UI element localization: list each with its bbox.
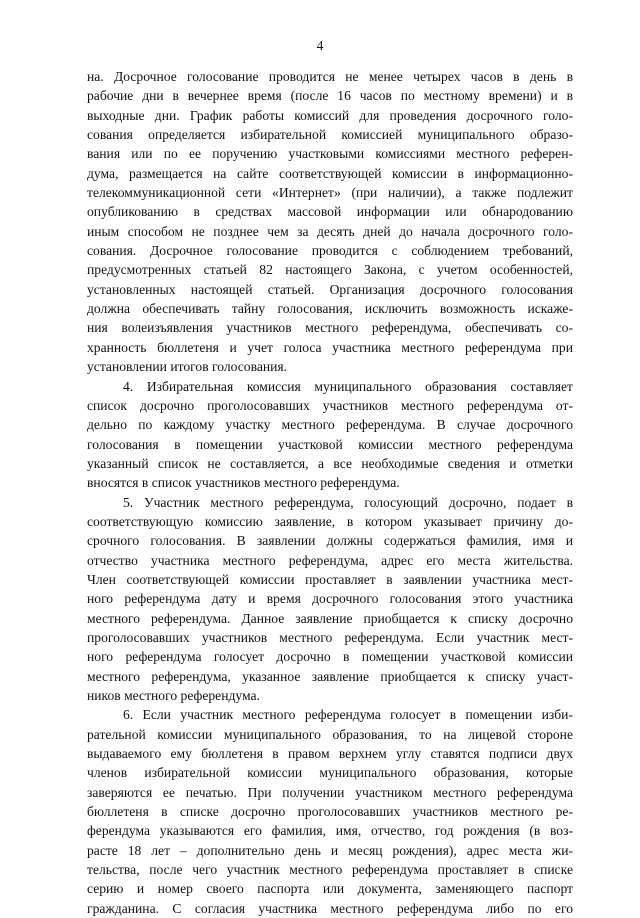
text-line: список досрочно проголосовавших участников местного референдума от- xyxy=(87,397,573,413)
page-number: 4 xyxy=(316,38,324,53)
text-line: рабочие дни в вечернее время (после 16 часов по местному времени) и в xyxy=(87,88,573,104)
text-line: срочного голосования. В заявлении должны содержаться фамилия, имя и xyxy=(87,533,573,549)
text-line: рательной комиссии муниципального образования, то на лицевой стороне xyxy=(87,726,573,742)
text-line: сования. Досрочное голосование проводится с соблюдением требований, xyxy=(87,243,573,259)
text-line: дельно по каждому участку местного референдума. В случае досрочного xyxy=(87,417,573,433)
text-line: заверяются ее печатью. При получении участником местного референдума xyxy=(87,784,573,800)
text-line: серию и номер своего паспорта или документа, заменяющего паспорт xyxy=(87,881,573,897)
paragraph xyxy=(87,705,573,918)
text-line: ного референдума дату и время досрочного голосования этого участника xyxy=(87,591,573,607)
text-line: ния волеизъявления участников местного референдума, обеспечивать со- xyxy=(87,320,573,336)
text-line: отчество участника местного референдума, адрес его места жительства. xyxy=(87,552,573,568)
document-body xyxy=(87,67,573,918)
text-line: выходные дни. График работы комиссий для проведения досрочного голо- xyxy=(87,107,573,123)
text-line: бюллетеня в списке досрочно проголосовавших участников местного ре- xyxy=(87,804,573,820)
text-line: 6. Если участник местного референдума голосует в помещении изби- xyxy=(123,707,573,723)
text-line: членов избирательной комиссии муниципального образования, которые xyxy=(87,765,573,781)
text-line: должна обеспечивать тайну голосования, исключить возможность искаже- xyxy=(87,301,573,317)
text-line: вносятся в список участников местного референдума. xyxy=(87,475,400,491)
text-line: ферендума указываются его фамилия, имя, отчество, год рождения (в воз- xyxy=(87,823,573,839)
text-line: местного референдума. Данное заявление приобщается к списку досрочно xyxy=(87,610,573,626)
text-line: гражданина. С согласия участника местного референдума либо по его xyxy=(87,900,573,916)
text-line: сования определяется избирательной комиссией муниципального образо- xyxy=(87,127,573,143)
text-line: 5. Участник местного референдума, голосующий досрочно, подает в xyxy=(123,494,573,510)
text-line: местного референдума, указанное заявление приобщается к списку участ- xyxy=(87,668,573,684)
text-line: предусмотренных статьей 82 настоящего Закона, с учетом особенностей, xyxy=(87,262,573,278)
text-line: 4. Избирательная комиссия муниципального образования составляет xyxy=(123,378,573,394)
text-line: вания или по ее поручению участковыми комиссиями местного референ- xyxy=(87,146,573,162)
text-line: соответствующую комиссию заявление, в котором указывает причину до- xyxy=(87,513,573,529)
text-line: установленных настоящей статьей. Организация досрочного голосования xyxy=(87,281,573,297)
text-line: опубликованию в средствах массовой информации или обнародованию xyxy=(87,204,573,220)
text-line: на. Досрочное голосование проводится не менее четырех часов в день в xyxy=(87,69,573,84)
text-line: иным способом не позднее чем за десять дней до начала досрочного голо- xyxy=(87,223,573,239)
text-line: расте 18 лет – дополнительно день и месяц рождения), адрес места жи- xyxy=(87,842,573,858)
text-line: дума, размещается на сайте соответствующей комиссии в информационно- xyxy=(87,165,573,181)
text-line: установлении итогов голосования. xyxy=(87,359,288,375)
text-line: указанный список не составляется, а все необходимые сведения и отметки xyxy=(87,455,573,471)
text-line: Член соответствующей комиссии проставляет в заявлении участника мест- xyxy=(87,571,573,587)
paragraph xyxy=(87,377,573,493)
text-line: ников местного референдума. xyxy=(87,688,260,703)
text-line: телекоммуникационной сети «Интернет» (при наличии), а также подлежит xyxy=(87,185,573,201)
text-line: выдаваемого ему бюллетеня в правом верхнем углу ставятся подписи двух xyxy=(87,746,573,762)
text-line: голосования в помещении участковой комиссии местного референдума xyxy=(87,436,573,452)
paragraph xyxy=(87,493,573,706)
text-line: тельства, после чего участник местного референдума проставляет в списке xyxy=(87,862,573,878)
text-line: проголосовавших участников местного референдума. Если участник мест- xyxy=(87,629,573,645)
paragraph xyxy=(87,67,573,377)
text-line: ного референдума голосует досрочно в помещении участковой комиссии xyxy=(87,649,573,665)
text-line: хранность бюллетеня и учет голоса участника местного референдума при xyxy=(87,339,573,355)
